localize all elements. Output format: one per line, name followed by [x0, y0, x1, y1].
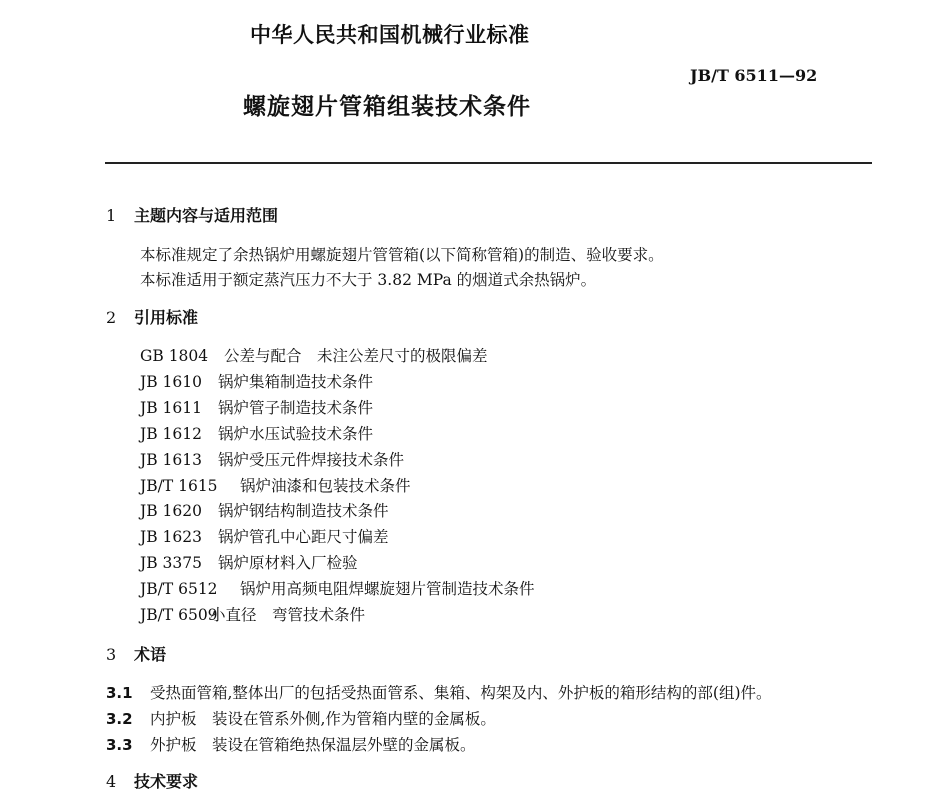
reference-title: 锅炉管孔中心距尺寸偏差: [218, 528, 389, 546]
standard-code: JB/T 6511—92: [690, 66, 818, 85]
reference-item: [140, 499, 389, 521]
section-title: 技术要求: [134, 772, 199, 791]
reference-title: 锅炉用高频电阻焊螺旋翅片管制造技术条件: [240, 580, 535, 598]
reference-code: JB 1611: [140, 399, 202, 417]
reference-code: JB 1610: [140, 373, 202, 391]
section-heading-1: [106, 203, 278, 226]
section-heading-3: [106, 642, 166, 665]
term-text: 外护板 装设在管箱绝热保温层外壁的金属板。: [150, 736, 476, 754]
term-text: 内护板 装设在管系外侧,作为管箱内壁的金属板。: [150, 710, 496, 728]
reference-code: JB/T 1615: [140, 477, 218, 495]
reference-title: 公差与配合 未注公差尺寸的极限偏差: [224, 347, 488, 365]
reference-item: [140, 396, 373, 418]
reference-title: 小直径 弯管技术条件: [210, 606, 366, 624]
section-title: 主题内容与适用范围: [134, 206, 279, 225]
reference-item: [140, 344, 488, 366]
reference-code: JB/T 6509: [140, 606, 218, 624]
header-divider: [105, 162, 872, 164]
paragraph: 本标准适用于额定蒸汽压力不大于 3.82 MPa 的烟道式余热锅炉。: [140, 271, 597, 289]
term-definition: [106, 707, 496, 729]
document-title: 螺旋翅片管箱组装技术条件: [243, 94, 531, 120]
section-heading-2: [106, 305, 198, 328]
term-number: 3.3: [106, 736, 133, 754]
term-number: 3.2: [106, 710, 133, 728]
reference-title: 锅炉原材料入厂检验: [218, 554, 358, 572]
section-number: 1: [106, 206, 117, 225]
reference-item: [140, 448, 404, 470]
reference-item: [140, 525, 389, 547]
section-number: 4: [106, 772, 117, 791]
reference-code: JB/T 6512: [140, 580, 218, 598]
reference-title: 锅炉管子制造技术条件: [218, 399, 374, 417]
term-number: 3.1: [106, 684, 133, 702]
section-number: 2: [106, 308, 117, 327]
reference-item: [140, 603, 365, 625]
section-number: 3: [106, 645, 117, 664]
reference-code: JB 1623: [140, 528, 202, 546]
reference-item: [140, 422, 373, 444]
term-definition: [106, 681, 772, 703]
reference-title: 锅炉受压元件焊接技术条件: [218, 451, 405, 469]
reference-item: [140, 551, 358, 573]
term-definition: [106, 733, 476, 755]
reference-title: 锅炉油漆和包装技术条件: [240, 477, 411, 495]
reference-code: JB 3375: [140, 554, 202, 572]
reference-title: 锅炉水压试验技术条件: [218, 425, 374, 443]
section-title: 术语: [134, 645, 167, 664]
reference-code: GB 1804: [140, 347, 209, 365]
term-text: 受热面管箱,整体出厂的包括受热面管系、集箱、构架及内、外护板的箱形结构的部(组)件。: [150, 684, 772, 702]
reference-item: [140, 577, 535, 599]
reference-code: JB 1613: [140, 451, 202, 469]
section-heading-4: [106, 769, 198, 792]
reference-title: 锅炉钢结构制造技术条件: [218, 502, 389, 520]
reference-item: [140, 474, 411, 496]
reference-code: JB 1620: [140, 502, 202, 520]
reference-title: 锅炉集箱制造技术条件: [218, 373, 374, 391]
section-title: 引用标准: [134, 308, 199, 327]
reference-code: JB 1612: [140, 425, 202, 443]
reference-item: [140, 370, 373, 392]
issuing-organization: 中华人民共和国机械行业标准: [250, 23, 530, 47]
paragraph: 本标准规定了余热锅炉用螺旋翅片管管箱(以下简称管箱)的制造、验收要求。: [140, 246, 664, 264]
